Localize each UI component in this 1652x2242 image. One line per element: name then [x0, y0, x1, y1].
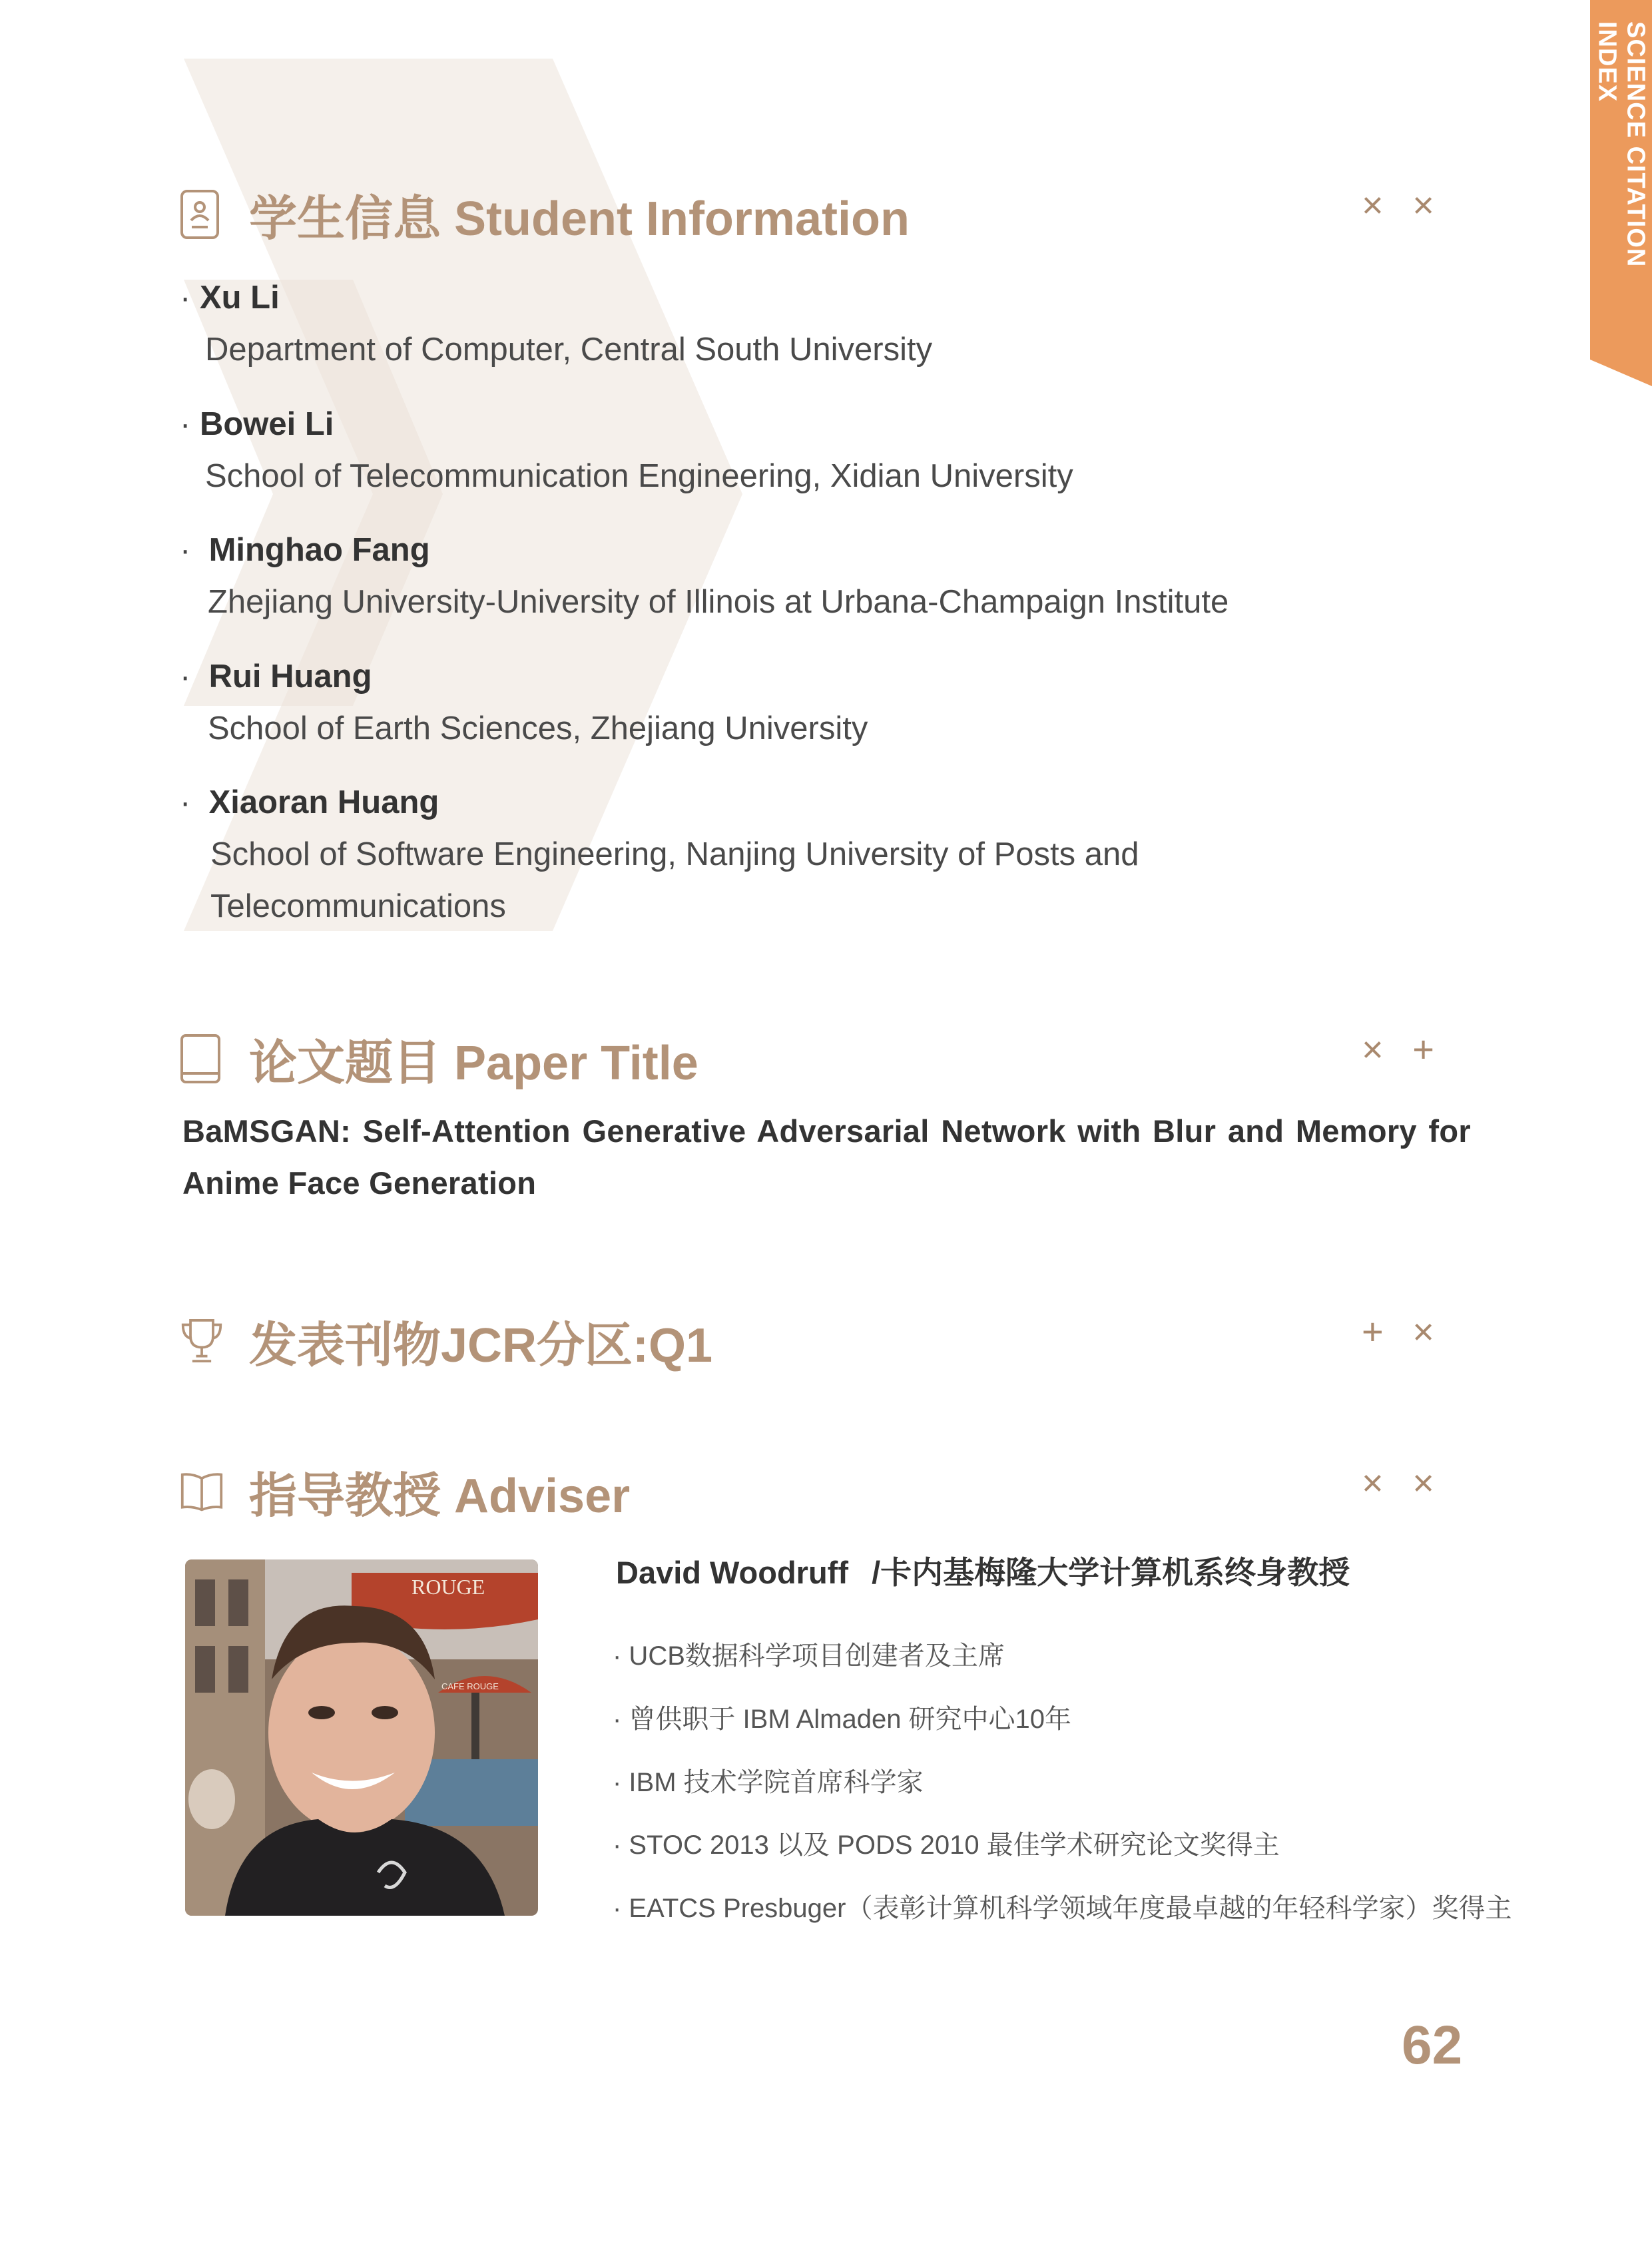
student-affiliation: School of Software Engineering, Nanjing University of Posts and	[210, 836, 1139, 872]
student-section-marks: × ×	[1362, 184, 1444, 226]
bullet: ·	[180, 784, 191, 820]
journal-section-title: 发表刊物JCR分区:Q1	[249, 1319, 713, 1372]
page-number: 62	[1402, 2015, 1463, 2076]
student-entry	[180, 776, 1139, 932]
adviser-section-marks: × ×	[1362, 1462, 1444, 1504]
student-name: Xiaoran Huang	[208, 784, 439, 820]
adviser-name: David Woodruff	[616, 1555, 848, 1590]
student-affiliation-cont: Telecommunications	[210, 888, 506, 924]
photo-sign-small-text: CAFE ROUGE	[441, 1681, 499, 1691]
student-section-header	[180, 180, 910, 249]
adviser-achievement: · IBM 技术学院首席科学家	[613, 1768, 924, 1797]
paper-section-header	[180, 1024, 698, 1093]
adviser-achievement: · STOC 2013 以及 PODS 2010 最佳学术研究论文奖得主	[613, 1830, 1280, 1860]
student-entry	[180, 398, 1073, 502]
bullet: ·	[180, 659, 191, 695]
id-badge-icon	[180, 188, 224, 241]
student-name: Rui Huang	[208, 659, 372, 695]
adviser-section-title: 指导教授 Adviser	[249, 1470, 631, 1523]
trophy-icon	[180, 1314, 224, 1368]
adviser-achievement: · UCB数据科学项目创建者及主席	[613, 1641, 1005, 1671]
student-affiliation: School of Earth Sciences, Zhejiang University	[208, 710, 868, 746]
book-icon	[180, 1032, 224, 1085]
student-name: Minghao Fang	[208, 532, 430, 568]
bullet: ·	[180, 280, 191, 316]
student-affiliation: Zhejiang University-University of Illinois at Urbana-Champaign Institute	[208, 584, 1229, 620]
adviser-achievement: · 曾供职于 IBM Almaden 研究中心10年	[613, 1705, 1072, 1734]
open-book-icon	[180, 1465, 224, 1518]
adviser-section-header	[180, 1457, 630, 1526]
bullet: ·	[180, 532, 191, 568]
student-entry	[180, 524, 1229, 628]
paper-title-text: BaMSGAN: Self-Attention Generative Adversarial Network with Blur and Memory for Anime Face Generation	[182, 1113, 1471, 1201]
student-section-title: 学生信息 Student Information	[249, 192, 910, 246]
student-entry	[180, 651, 868, 754]
student-entry	[180, 272, 932, 376]
paper-section-title: 论文题目 Paper Title	[249, 1037, 698, 1090]
student-affiliation: School of Telecommunication Engineering, Xidian University	[205, 458, 1073, 494]
student-name: Bowei Li	[199, 406, 334, 442]
paper-section-marks: × +	[1362, 1028, 1444, 1070]
adviser-photo	[185, 1559, 538, 1916]
photo-sign-text: ROUGE	[412, 1575, 485, 1599]
side-tab-label: SCIENCE CITATION INDEX	[1593, 21, 1650, 268]
journal-section-header	[180, 1306, 712, 1376]
student-name: Xu Li	[199, 280, 280, 316]
student-affiliation: Department of Computer, Central South University	[205, 332, 933, 368]
journal-section-marks: + ×	[1362, 1310, 1444, 1352]
adviser-heading	[616, 1548, 1350, 1593]
adviser-achievement: · EATCS Presbuger（表彰计算机科学领域年度最卓越的年轻科学家）奖得主	[613, 1894, 1512, 1923]
bullet: ·	[180, 406, 191, 442]
adviser-title: /卡内基梅隆大学计算机系终身教授	[872, 1555, 1350, 1590]
